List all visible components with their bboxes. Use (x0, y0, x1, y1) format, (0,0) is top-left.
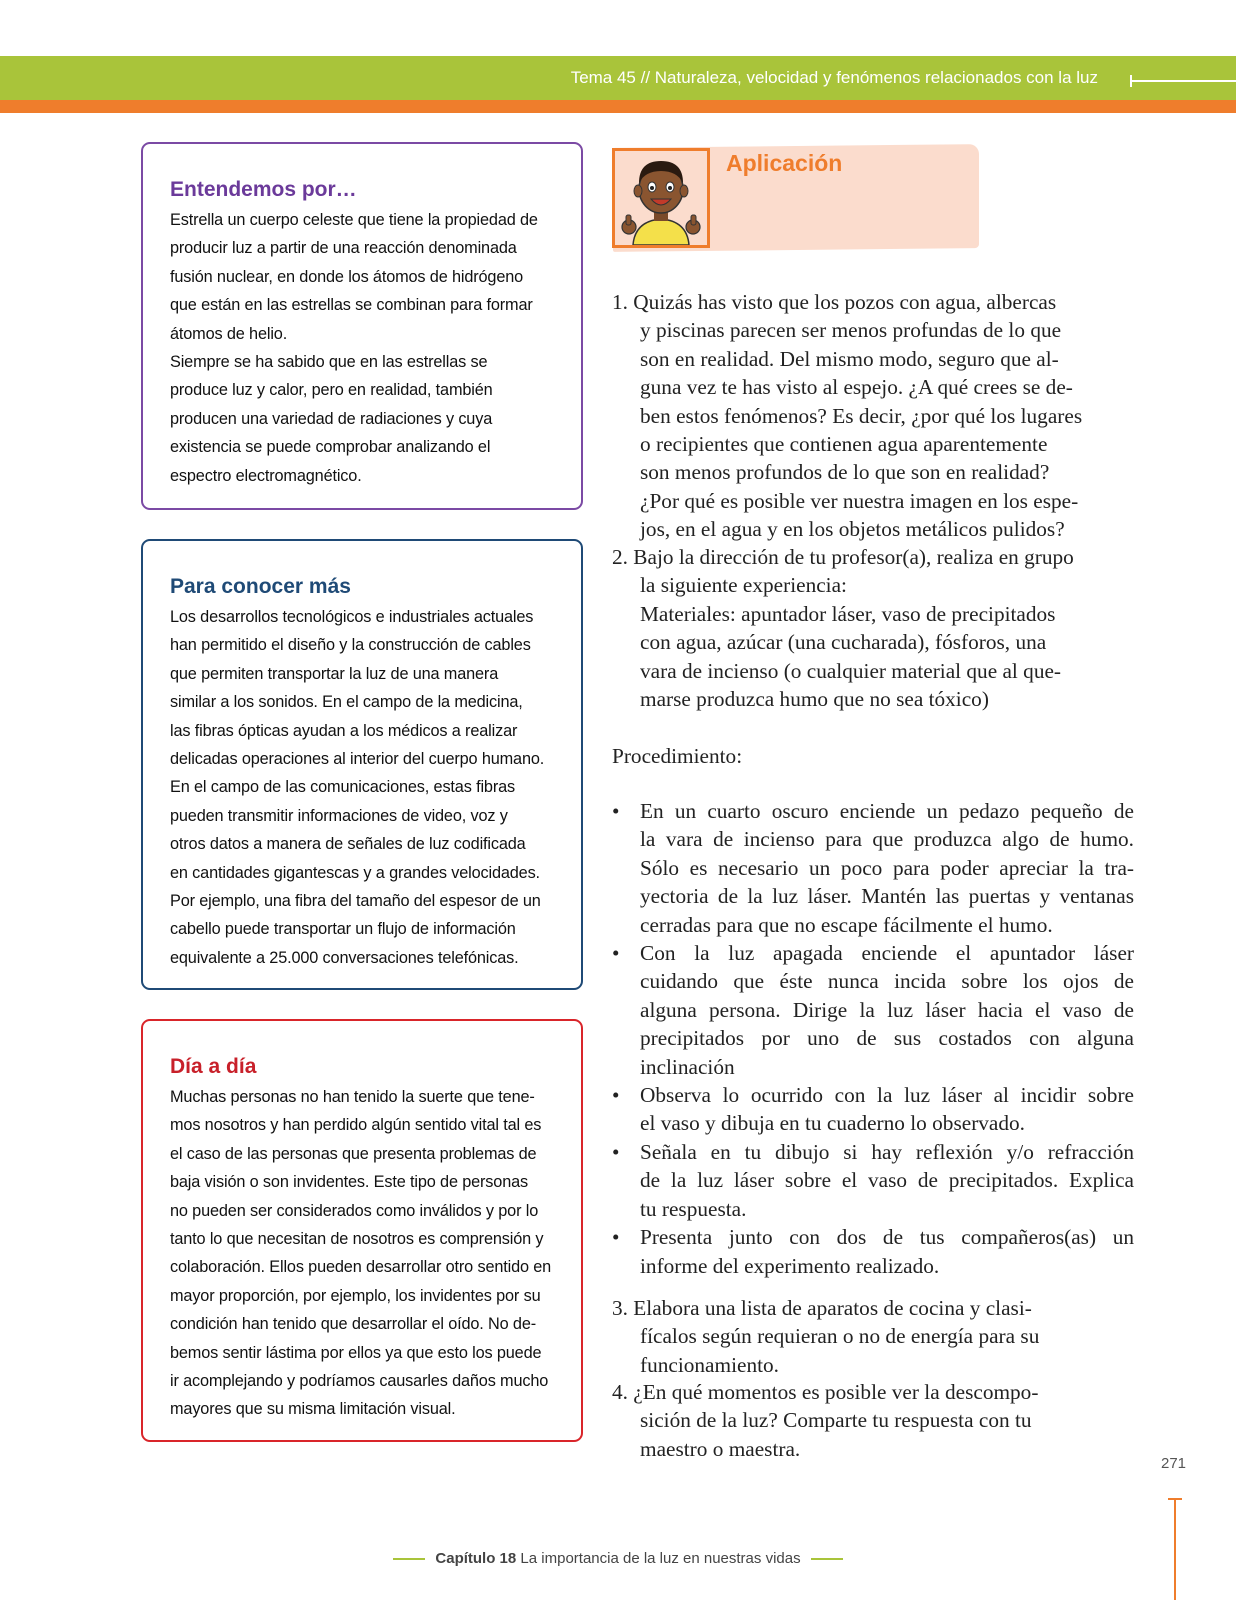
box-title: Día a día (170, 1055, 257, 1078)
chapter-title: La importancia de la luz en nuestras vidas (520, 1550, 801, 1567)
chapter-footer (0, 1550, 1236, 1567)
list-item: • En un cuarto oscuro enciende un pedazo pequeño de la vara de incienso para que produzca algo de humo. Sólo es necesario un poco para poder apreciar la tra- yectoria de la luz láser. Mantén las puertas y ventanas cerradas para que no escape fácilmente el humo. (612, 799, 1134, 937)
box-entendemos-por (141, 142, 583, 510)
topic-title: Tema 45 // Naturaleza, velocidad y fenómenos relacionados con la luz (570, 68, 1098, 87)
list-item: • Observa lo ocurrido con la luz láser al incidir sobre el vaso y dibuja en tu cuaderno lo observado. (612, 1083, 1134, 1136)
page-number: 271 (1161, 1455, 1187, 1472)
header-accent-bar (0, 100, 1236, 113)
box-text: Estrella un cuerpo celeste que tiene la propiedad de producir luz a partir de una reacción denominada fusión nuclear, en donde los átomos de hidrógeno que están en las estrellas se combinan para formar átomos de helio. Siempre se ha sabido que en las estrellas se produce luz y calor, pero en realidad, también producen una variedad de radiaciones y cuya existencia se puede comprobar analizando el espectro electromagnético. (170, 211, 538, 485)
aplicacion-title: Aplicación (726, 150, 843, 176)
box-title: Para conocer más (170, 575, 351, 598)
procedure-list (612, 797, 1134, 1280)
list-item: • Señala en tu dibujo si hay reflexión y/o refracción de la luz láser sobre el vaso de precipitados. Explica tu respuesta. (612, 1139, 1134, 1221)
procedimiento-label: Procedimiento: (612, 744, 743, 768)
footer-rule-right (811, 1558, 843, 1560)
box-dia-a-dia (141, 1019, 583, 1442)
list-item: • Presenta junto con dos de tus compañeros(as) un informe del experimento realizado. (612, 1225, 1134, 1278)
activity-item-3: 3. Elabora una lista de aparatos de cocina y clasi- fícalos según requieran o no de energía para su funcionamiento. (612, 1296, 1040, 1377)
activity-item-2: 2. Bajo la dirección de tu profesor(a), realiza en grupo la siguiente experiencia: Materiales: apuntador láser, vaso de precipitados con agua, azúcar (una cucharada), fósforos, una vara de incienso (o cualquier material que al que- marse produzca humo que no sea tóxico) (612, 545, 1074, 712)
activity-item-4: 4. ¿En qué momentos es posible ver la descompo- sición de la luz? Comparte tu respuesta con tu maestro o maestra. (612, 1380, 1039, 1461)
box-text: Los desarrollos tecnológicos e industriales actuales han permitido el diseño y la construcción de cables que permiten transportar la luz de una manera similar a los sonidos. En el campo de la medicina, las fibras ópticas ayudan a los médicos a realizar delicadas operaciones al interior del cuerpo humano. En el campo de las comunicaciones, estas fibras pueden transmitir informaciones de video, voz y otros datos a manera de señales de luz codificada en cantidades gigantescas y a grandes velocidades. Por ejemplo, una fibra del tamaño del espesor de un cabello puede transportar un flujo de información equivalente a 25.000 conversaciones telefónicas. (170, 608, 545, 967)
header-rule (1132, 80, 1236, 82)
footer-rule-left (393, 1558, 425, 1560)
chapter-label: Capítulo 18 (435, 1550, 517, 1567)
box-text: Muchas personas no han tenido la suerte que tene- mos nosotros y han perdido algún sentido vital tal es el caso de las personas que presenta problemas de baja visión o son invidentes. Este tipo de personas no pueden ser considerados como inválidos y por lo tanto lo que necesitan de nosotros es comprensión y colaboración. Ellos pueden desarrollar otro sentido en mayor proporción, por ejemplo, los invidentes por su condición han tenido que desarrollar el oído. No de- bemos sentir lástima por ellos ya que esto los puede ir acomplejando y podríamos causarles daños mucho mayores que su misma limitación visual. (170, 1088, 552, 1419)
activity-item-1: 1. Quizás has visto que los pozos con agua, albercas y piscinas parecen ser menos profundas de lo que son en realidad. Del mismo modo, seguro que al- guna vez te has visto al espejo. ¿A qué crees se de- ben estos fenómenos? Es decir, ¿por qué los lugares o recipientes que contienen agua aparentemente son menos profundos de lo que son en realidad? ¿Por qué es posible ver nuestra imagen en los espe- jos, en el agua y en los objetos metálicos pulidos? (612, 290, 1083, 542)
list-item: • Con la luz apagada enciende el apuntador láser cuidando que éste nunca incida sobre los ojos de alguna persona. Dirige la luz láser hacia el vaso de precipitados por uno de sus costados con alguna inclinación (612, 941, 1134, 1079)
student-avatar-icon (612, 148, 710, 248)
box-title: Entendemos por… (170, 178, 357, 201)
box-para-conocer-mas (141, 539, 583, 990)
